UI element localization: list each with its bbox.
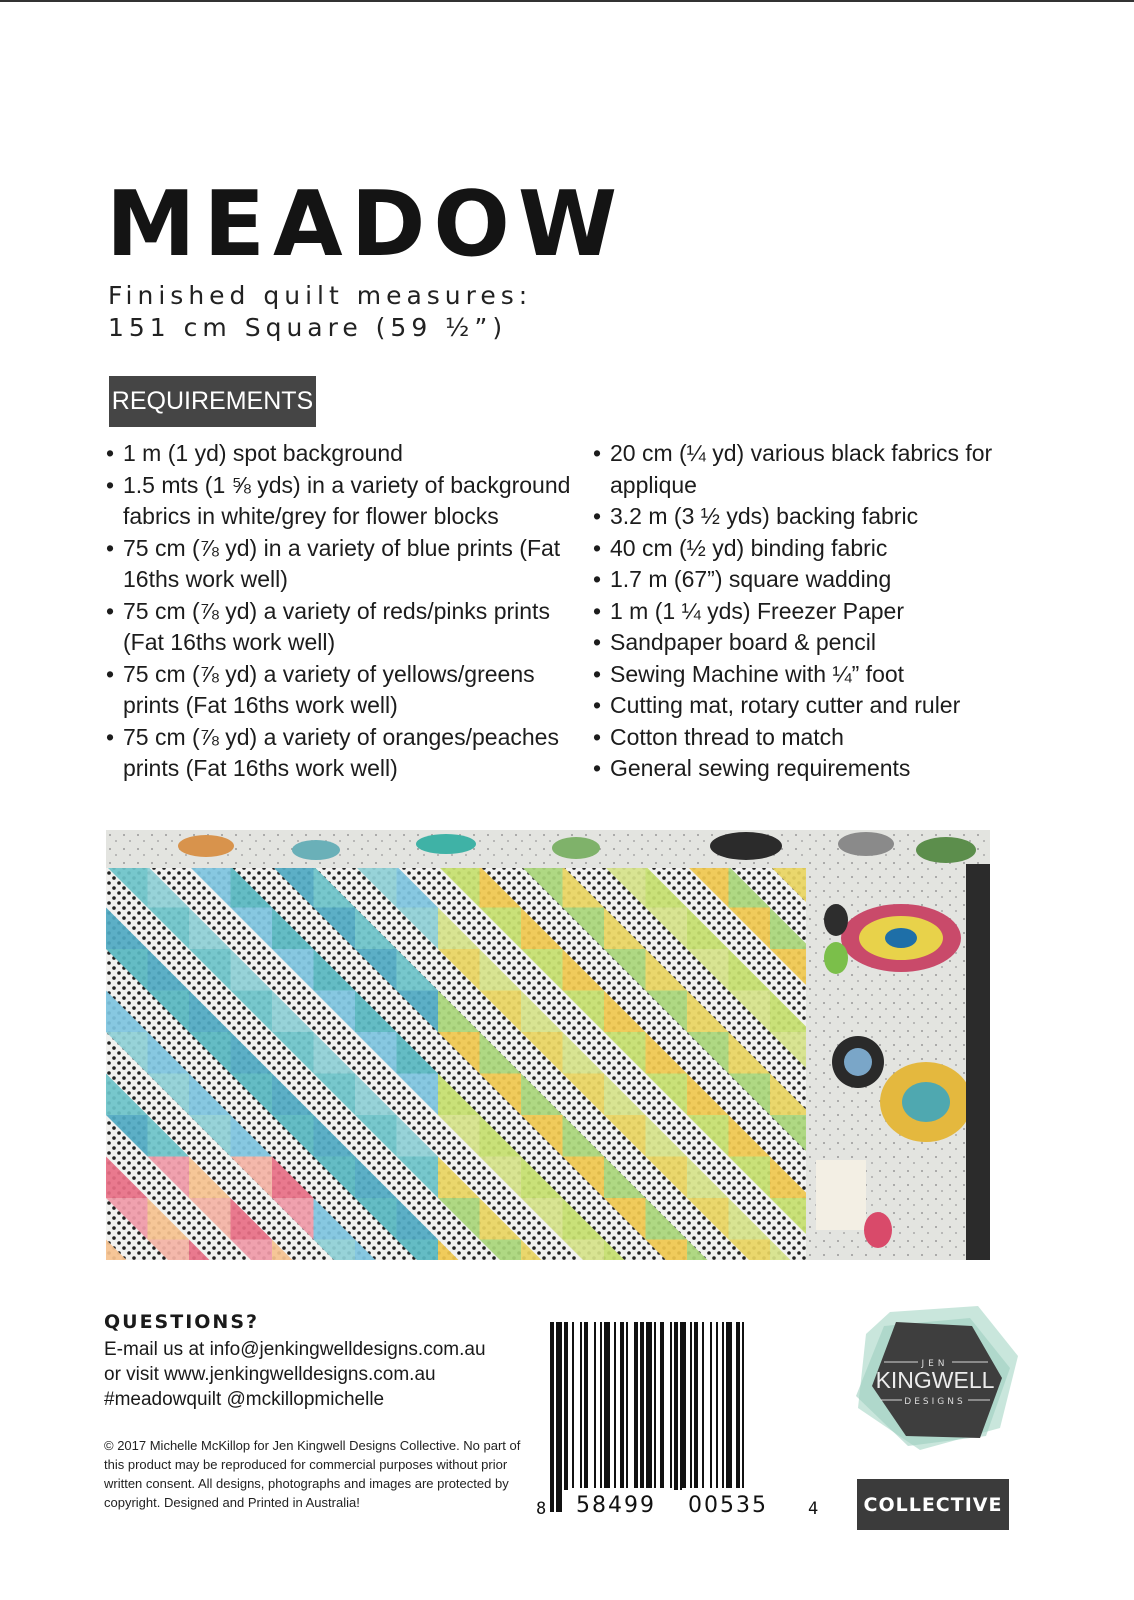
barcode-bar [564,1322,568,1490]
requirement-item: • Sewing Machine with ¼” foot [593,659,1023,691]
requirement-item: • 1.5 mts (1 ⅝ yds) in a variety of background fabrics in white/grey for flower blocks [106,470,576,533]
requirement-item: • 20 cm (¼ yd) various black fabrics for applique [593,438,1023,501]
finished-size-line: 151 cm Square (59 ½”) [108,313,508,342]
barcode-bar [646,1322,652,1512]
barcode-left-digits: 58499 [576,1493,656,1518]
logo-kingwell: KINGWELL [875,1367,995,1393]
requirement-item: • 1 m (1 yd) spot background [106,438,576,470]
barcode-bar [634,1322,638,1490]
jen-kingwell-logo [850,1304,1020,1454]
copyright-notice: © 2017 Michelle McKillop for Jen Kingwell Designs Collective. No part of this product may be reproduced for commercial purposes without prior written consent. All designs, photographs and images are protected by copyright. Designed and Printed in Australia! [104,1438,521,1510]
barcode-bar [594,1322,596,1490]
barcode-lead-digit: 8 [536,1499,547,1519]
barcode-right-digits: 00535 [688,1493,768,1518]
barcode-bar [600,1322,602,1490]
top-border-line [0,0,1134,2]
requirement-item: • 3.2 m (3 ½ yds) backing fabric [593,501,1023,533]
barcode-bar [742,1322,744,1512]
barcode-bar [604,1322,610,1490]
questions-heading: QUESTIONS? [104,1311,260,1333]
barcode-bar [694,1322,698,1490]
requirement-item: • 1 m (1 ¼ yds) Freezer Paper [593,596,1023,628]
barcode [532,1322,822,1520]
barcode-bar [620,1322,624,1490]
requirement-item: • 75 cm (⅞ yd) a variety of yellows/greens prints (Fat 16ths work well) [106,659,576,722]
collective-badge: COLLECTIVE [857,1479,1009,1530]
barcode-bar [556,1322,562,1512]
requirement-item: • 75 cm (⅞ yd) a variety of oranges/peaches prints (Fat 16ths work well) [106,722,576,785]
barcode-bar [690,1322,692,1490]
barcode-bar [614,1322,616,1490]
requirement-item: • Cotton thread to match [593,722,1023,754]
logo-designs: DESIGNS [904,1397,966,1407]
pattern-title: MEADOW [106,172,626,277]
requirement-item: • 75 cm (⅞ yd) a variety of reds/pinks prints (Fat 16ths work well) [106,596,576,659]
barcode-check-digit: 4 [808,1499,819,1519]
requirement-item: • 75 cm (⅞ yd) in a variety of blue prints (Fat 16ths work well) [106,533,576,596]
barcode-bar [674,1322,678,1490]
contact-website: or visit www.jenkingwelldesigns.com.au [104,1364,436,1385]
logo-jen: JEN [921,1359,949,1369]
barcode-bar [572,1322,574,1490]
finished-size-line: Finished quilt measures: [108,281,533,310]
barcode-bar [736,1322,740,1490]
barcode-bar [580,1322,582,1490]
triangle-grid [106,866,812,1260]
barcode-bar [710,1322,712,1490]
barcode-bar [722,1322,724,1490]
quilt-photo [106,830,990,1260]
barcode-bar [626,1322,628,1490]
barcode-bar [654,1322,656,1512]
barcode-bar [680,1322,686,1490]
barcode-bar [726,1322,732,1490]
requirement-item: • General sewing requirements [593,753,1023,785]
barcode-bar [550,1322,554,1512]
contact-social: #meadowquilt @mckillopmichelle [104,1389,385,1410]
requirement-item: • Sandpaper board & pencil [593,627,1023,659]
contact-email: E-mail us at info@jenkingwelldesigns.com.au [104,1339,486,1360]
requirement-item: • 40 cm (½ yd) binding fabric [593,533,1023,565]
barcode-bar [716,1322,718,1490]
requirement-item: • 1.7 m (67”) square wadding [593,564,1023,596]
requirements-list-left [106,438,576,785]
requirements-heading: REQUIREMENTS [109,376,316,427]
requirements-list-right [593,438,1023,785]
finished-size [108,280,532,344]
barcode-bars [550,1322,744,1512]
barcode-bar [702,1322,704,1490]
barcode-bar [670,1322,672,1490]
barcode-bar [584,1322,588,1490]
requirement-item: • Cutting mat, rotary cutter and ruler [593,690,1023,722]
barcode-bar [660,1322,664,1490]
contact-info [104,1337,486,1412]
barcode-bar [640,1322,644,1490]
